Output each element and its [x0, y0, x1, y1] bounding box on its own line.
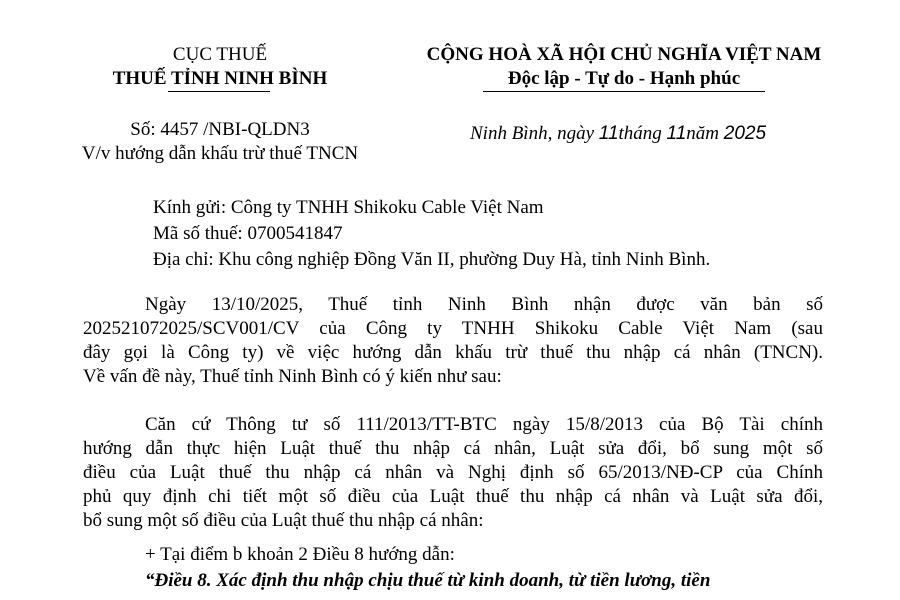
recipient-to: Kính gửi: Công ty TNHH Shikoku Cable Việt Nam: [153, 197, 544, 218]
paragraph-line: Căn cứ Thông tư số 111/2013/TT-BTC ngày 15/8/2013 của Bộ Tài chính: [145, 414, 823, 435]
date-line: [470, 122, 766, 146]
paragraph-line: Về vấn đề này, Thuế tỉnh Ninh Bình có ý kiến như sau:: [83, 366, 502, 387]
paragraph-line: Ngày 13/10/2025, Thuế tỉnh Ninh Bình nhận được văn bản số: [145, 294, 823, 315]
paragraph-line: hướng dẫn thực hiện Luật thuế thu nhập cá nhân, Luật sửa đổi, bổ sung một số: [83, 438, 823, 459]
date-prefix: Ninh Bình, ngày: [470, 123, 599, 144]
quoted-article: “Điều 8. Xác định thu nhập chịu thuế từ kinh doanh, từ tiền lương, tiền: [145, 570, 711, 591]
date-month-label: tháng: [618, 123, 667, 144]
document-number: Số: 4457 /NBI-QLDN3: [130, 119, 310, 140]
paragraph-1: [83, 293, 823, 389]
motto-underline: [483, 91, 765, 92]
date-month: 11: [666, 123, 687, 144]
paragraph-line: đây gọi là Công ty) về việc hướng dẫn khấu trừ thuế thu nhập cá nhân (TNCN).: [83, 342, 823, 363]
agency-underline: [168, 91, 270, 92]
nation-title: CỘNG HOÀ XÃ HỘI CHỦ NGHĨA VIỆT NAM: [426, 44, 822, 65]
nation-motto: Độc lập - Tự do - Hạnh phúc: [507, 68, 741, 89]
date-year: 2025: [723, 123, 767, 144]
agency-name: CỤC THUẾ: [172, 44, 268, 65]
paragraph-line: bổ sung một số điều của Luật thuế thu nhập cá nhân:: [83, 510, 484, 531]
agency-subname: THUẾ TỈNH NINH BÌNH: [112, 68, 328, 89]
date-day: 11: [598, 123, 619, 144]
document-subject: V/v hướng dẫn khấu trừ thuế TNCN: [81, 143, 359, 164]
recipient-address: Địa chỉ: Khu công nghiệp Đồng Văn II, phường Duy Hà, tỉnh Ninh Bình.: [153, 249, 711, 270]
date-year-label: năm: [686, 123, 724, 144]
paragraph-line: 202521072025/SCV001/CV của Công ty TNHH Shikoku Cable Việt Nam (sau: [83, 318, 823, 339]
paragraph-line: điều của Luật thuế thu nhập cá nhân và Nghị định số 65/2013/NĐ-CP của Chính: [83, 462, 823, 483]
paragraph-line: phủ quy định chi tiết một số điều của Luật thuế thu nhập cá nhân và Luật sửa đổi,: [83, 486, 823, 507]
bullet-item: + Tại điểm b khoản 2 Điều 8 hướng dẫn:: [145, 544, 455, 565]
paragraph-2: [83, 413, 823, 533]
recipient-tax-code: Mã số thuế: 0700541847: [153, 223, 343, 244]
